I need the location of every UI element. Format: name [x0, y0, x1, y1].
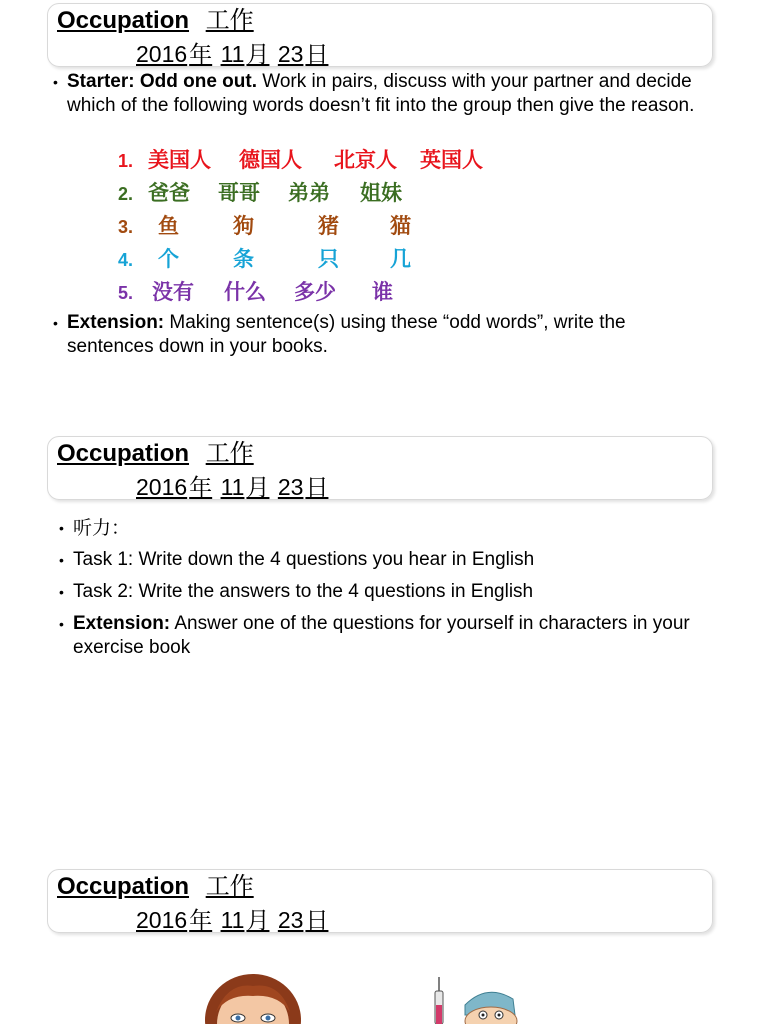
- date-month: 11: [220, 41, 245, 67]
- title-english: Occupation: [57, 440, 190, 467]
- group-word: 北京人: [334, 148, 397, 172]
- date-day-char: 日: [305, 908, 329, 934]
- group-word: 弟弟: [288, 181, 330, 205]
- group-word: 多少: [294, 280, 336, 304]
- group-row: [118, 144, 483, 177]
- date-month: 11: [220, 474, 245, 500]
- date-year: 2016: [136, 907, 188, 933]
- group-word: 鱼: [158, 214, 179, 238]
- group-row: [118, 210, 411, 243]
- date-month: 11: [220, 907, 245, 933]
- extension-bullet: [53, 311, 697, 359]
- group-word: 猪: [318, 214, 339, 238]
- bullet-dot: •: [59, 616, 64, 632]
- date-line: [136, 40, 330, 69]
- slide-title: [57, 6, 254, 35]
- title-chinese: 工作: [205, 872, 254, 900]
- date-year: 2016: [136, 41, 188, 67]
- group-word: 美国人: [148, 148, 211, 172]
- bullet-dot: •: [59, 584, 64, 600]
- group-word: 德国人: [239, 148, 302, 172]
- task1-bullet: [59, 548, 693, 572]
- task2-bullet: [59, 580, 693, 604]
- date-line: [136, 473, 330, 502]
- date-year-char: 年: [189, 42, 213, 68]
- date-year-char: 年: [189, 475, 213, 501]
- extension-label: Extension:: [73, 613, 171, 634]
- woman-face-icon: [198, 972, 308, 1024]
- group-word: 狗: [233, 214, 254, 238]
- bullet-dot: •: [53, 74, 58, 90]
- group-word: 个: [158, 247, 179, 271]
- extension-text: Making sentence(s) using these “odd words”, write the sentences down in your books.: [67, 312, 626, 357]
- title-english: Occupation: [57, 7, 190, 34]
- date-year: 2016: [136, 474, 188, 500]
- task2-text: Task 2: Write the answers to the 4 questions in English: [73, 581, 534, 602]
- slide-3: [0, 867, 768, 1024]
- group-word: 姐妹: [360, 181, 402, 205]
- slide-1: [0, 0, 768, 400]
- date-line: [136, 906, 330, 935]
- extension-label: Extension:: [67, 312, 165, 333]
- date-year-char: 年: [189, 908, 213, 934]
- date-month-char: 月: [246, 475, 270, 501]
- extension-text: Answer one of the questions for yourself in characters in your exercise book: [73, 613, 690, 658]
- bullet-dot: •: [59, 552, 64, 568]
- slide-title: [57, 439, 254, 468]
- group-row: [118, 276, 393, 309]
- bullet-dot: •: [59, 520, 64, 536]
- group-row: [118, 243, 411, 276]
- title-chinese: 工作: [205, 6, 254, 34]
- group-word: 爸爸: [148, 181, 190, 205]
- date-month-char: 月: [246, 42, 270, 68]
- date-day: 23: [277, 474, 304, 500]
- date-day: 23: [277, 41, 304, 67]
- starter-bullet: [53, 70, 697, 118]
- group-row: [118, 177, 402, 210]
- slide-title: [57, 872, 254, 901]
- group-word: 没有: [152, 280, 194, 304]
- date-day-char: 日: [305, 42, 329, 68]
- group-word: 条: [233, 247, 254, 271]
- group-number: 3.: [118, 217, 134, 237]
- date-month-char: 月: [246, 908, 270, 934]
- odd-one-out-list: [118, 144, 483, 309]
- group-word: 猫: [390, 214, 411, 238]
- starter-text: Work in pairs, discuss with your partner and decide which of the following words doesn’t fit into the group then give the reason.: [67, 71, 695, 116]
- group-word: 几: [390, 247, 411, 271]
- date-day-char: 日: [305, 475, 329, 501]
- title-chinese: 工作: [205, 439, 254, 467]
- listening-label: 听力：: [73, 517, 131, 539]
- group-word: 英国人: [420, 148, 483, 172]
- bullet-dot: •: [53, 315, 58, 331]
- slide-2: [0, 434, 768, 854]
- group-word: 什么: [224, 280, 266, 304]
- group-word: 只: [318, 247, 339, 271]
- title-english: Occupation: [57, 873, 190, 900]
- group-number: 2.: [118, 184, 134, 204]
- doctor-with-syringe-icon: [425, 975, 535, 1024]
- group-number: 1.: [118, 151, 134, 171]
- date-day: 23: [277, 907, 304, 933]
- task1-text: Task 1: Write down the 4 questions you hear in English: [73, 549, 535, 570]
- starter-label: Starter: Odd one out.: [67, 71, 257, 92]
- group-word: 哥哥: [218, 181, 260, 205]
- group-word: 谁: [372, 280, 393, 304]
- listening-bullet: [59, 516, 693, 541]
- extension-bullet: [59, 612, 698, 660]
- group-number: 5.: [118, 283, 134, 303]
- group-number: 4.: [118, 250, 134, 270]
